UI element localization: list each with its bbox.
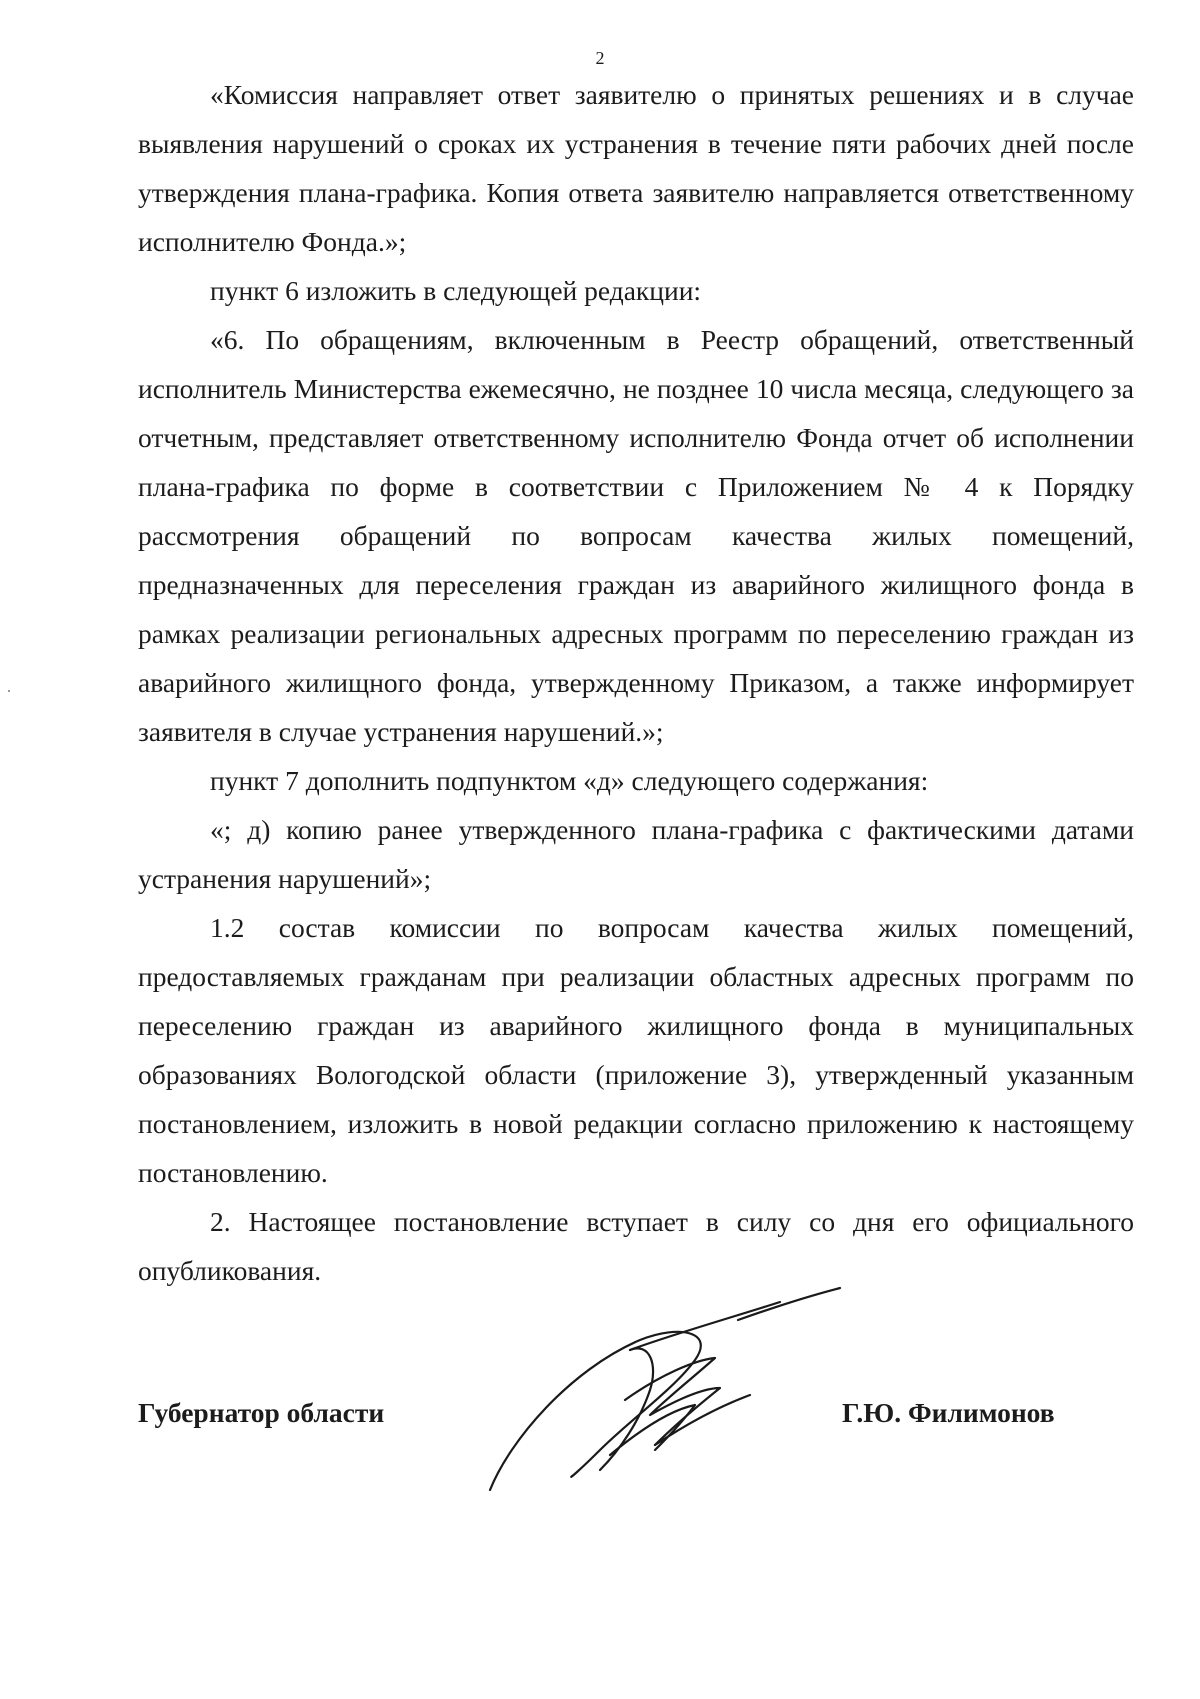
signatory-title: Губернатор области [138,1397,385,1428]
page-number: 2 [595,48,605,68]
handwritten-signature [480,1280,850,1500]
paragraph-commission-composition: 1.2 состав комиссии по вопросам качества жилых помещений, предоставляемых гражданам при реализации областных адресных программ по переселению граждан из аварийного жилищного фонда в муниципальных образованиях Вологодской области (приложение 3), утвержденный указанным постановлением, изложить в новой редакции согласно приложению к настоящему постановлению. [138,912,1134,1188]
paragraph-commission-response: «Комиссия направляет ответ заявителю о принятых решениях и в случае выявления нарушений о сроках их устранения в течение пяти рабочих дней после утверждения плана-графика. Копия ответа заявителю направляется ответственному исполнителю Фонда.»; [138,79,1134,257]
paragraph-item6-text: «6. По обращениям, включенным в Реестр обращений, ответственный исполнитель Министерства ежемесячно, не позднее 10 числа месяца, следующего за отчетным, представляет ответственному исполнителю Фонда отчет об исполнении плана-графика по форме в соответствии с Приложением № 4 к Порядку рассмотрения обращений по вопросам качества жилых помещений, предназначенных для переселения граждан из аварийного жилищного фонда в рамках реализации региональных адресных программ по переселению граждан из аварийного жилищного фонда, утвержденному Приказом, а также информирует заявителя в случае устранения нарушений.»; [138,324,1134,747]
paragraph-item7-intro: пункт 7 дополнить подпунктом «д» следующего содержания: [210,765,929,796]
signatory-name: Г.Ю. Филимонов [842,1397,1055,1428]
paragraph-item7-text: «; д) копию ранее утвержденного плана-графика с фактическими датами устранения нарушений»; [138,814,1134,894]
margin-mark [8,690,10,692]
paragraph-item6-intro: пункт 6 изложить в следующей редакции: [210,275,702,306]
paragraph-effective-date: 2. Настоящее постановление вступает в силу со дня его официального опубликования. [138,1206,1134,1286]
